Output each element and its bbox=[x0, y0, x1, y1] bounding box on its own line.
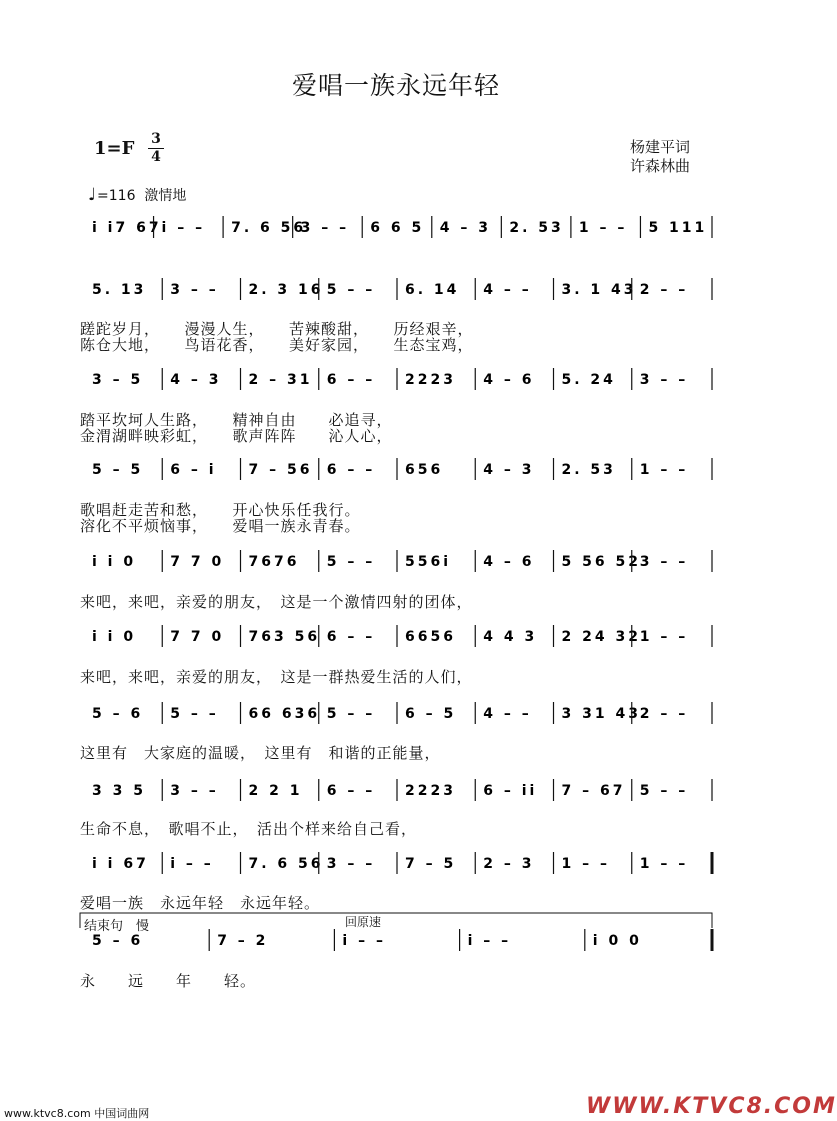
measure-notes: 5. 13 bbox=[92, 282, 147, 298]
measure-notes: 3 – – bbox=[170, 783, 219, 799]
measure-notes: 7 – 67 bbox=[561, 783, 626, 799]
measure-notes: 3 – 5 bbox=[92, 372, 144, 388]
measure-notes: 1 – – bbox=[561, 856, 610, 872]
measure-notes: 5 – 6 bbox=[92, 933, 144, 949]
measure-notes: 4 – 3 bbox=[170, 372, 222, 388]
measure-notes: i i 0 bbox=[92, 554, 137, 570]
measure-notes: 3 – – bbox=[639, 554, 689, 570]
measure-notes: 7 – 56 bbox=[248, 462, 313, 478]
measure-notes: 4 – – bbox=[483, 706, 532, 722]
measure-notes: 4 – 6 bbox=[483, 554, 535, 570]
measure-notes: 3 – – bbox=[639, 372, 689, 388]
lyric-line-6: 溶化不平烦恼事， 爱唱一族永青春。 bbox=[80, 517, 361, 535]
measure-notes: 5 56 52 bbox=[561, 554, 641, 570]
measure-notes: 3 3 5 bbox=[92, 783, 146, 799]
measure-notes: 4 – 3 bbox=[439, 220, 492, 236]
tempo-expression: 激情地 bbox=[144, 188, 187, 204]
lyric-line-2: 陈仓大地， 鸟语花香， 美好家园， 生态宝鸡， bbox=[80, 336, 474, 354]
measure-notes: 1 – – bbox=[639, 856, 689, 872]
measure-notes: 4 – 6 bbox=[483, 372, 535, 388]
measure-notes: 5 – – bbox=[170, 706, 219, 722]
measure-notes: 5 – 5 bbox=[92, 462, 144, 478]
measure-notes: 2223 bbox=[405, 372, 456, 388]
measure-notes: 2 – 3 bbox=[483, 856, 535, 872]
measure-notes: 66 636 bbox=[248, 706, 321, 722]
lyric-line-11: 爱唱一族 永远年轻 永远年轻。 bbox=[80, 894, 321, 912]
measure-notes: 2 2 1 bbox=[248, 783, 303, 799]
measure-notes: 6. 14 bbox=[405, 282, 460, 298]
measure-notes: 6 – – bbox=[326, 629, 376, 645]
measure-notes: 2. 53 bbox=[561, 462, 616, 478]
measure-notes: 2. 3 16 bbox=[248, 282, 324, 298]
measure-notes: 6 – i bbox=[170, 462, 217, 478]
time-bottom: 4 bbox=[151, 149, 161, 165]
measure-notes: 2. 53 bbox=[509, 220, 564, 236]
measure-notes: i – – bbox=[161, 220, 206, 236]
measure-notes: 7676 bbox=[248, 554, 300, 570]
measure-notes: 6656 bbox=[405, 629, 456, 645]
measure-notes: 5 – – bbox=[326, 554, 376, 570]
tempo-bpm: =116 bbox=[97, 188, 136, 204]
measure-notes: 2 – – bbox=[639, 282, 689, 298]
measure-notes: i – – bbox=[342, 933, 386, 949]
measure-notes: 1 – – bbox=[639, 629, 689, 645]
lyric-line-7: 来吧，来吧，亲爱的朋友， 这是一个激情四射的团体， bbox=[80, 593, 473, 611]
measure-notes: 6 – – bbox=[326, 372, 376, 388]
measure-notes: 4 – – bbox=[483, 282, 532, 298]
measure-notes: 6 6 5 bbox=[370, 220, 425, 236]
ending-annotation: 结束句 慢 bbox=[84, 919, 150, 934]
measure-notes: 2223 bbox=[405, 783, 456, 799]
footer-right: WWW.KTVC8.COM bbox=[586, 1094, 837, 1119]
lyric-line-1: 蹉跎岁月， 漫漫人生， 苦辣酸甜， 历经艰辛， bbox=[80, 320, 474, 338]
lyric-line-12: 永 远 年 轻。 bbox=[80, 972, 257, 990]
measure-notes: 3. 1 43 bbox=[561, 282, 637, 298]
measure-notes: 1 – – bbox=[639, 462, 689, 478]
song-title: 爱唱一族永远年轻 bbox=[291, 71, 500, 100]
measure-notes: 7 7 0 bbox=[170, 629, 225, 645]
quarter-note-icon: ♩ bbox=[88, 185, 97, 205]
measure-notes: 2 – – bbox=[639, 706, 689, 722]
measure-notes: i – – bbox=[170, 856, 214, 872]
key-signature: 1=F bbox=[94, 138, 135, 159]
measure-notes: 656 bbox=[405, 462, 444, 478]
lyric-line-9: 这里有 大家庭的温暖， 这里有 和谐的正能量， bbox=[80, 744, 441, 762]
measure-notes: i i7 67 bbox=[92, 220, 162, 236]
measure-notes: 6 – – bbox=[326, 462, 376, 478]
measure-notes: i 0 0 bbox=[592, 933, 642, 949]
lyricist: 杨建平词 bbox=[630, 138, 691, 156]
measure-notes: 7 7 0 bbox=[170, 554, 225, 570]
measure-notes: 5 – – bbox=[639, 783, 689, 799]
lyric-line-3: 踏平坎坷人生路， 精神自由 必追寻， bbox=[80, 411, 393, 429]
composer: 许森林曲 bbox=[630, 157, 691, 175]
measure-notes: 6 – 5 bbox=[405, 706, 457, 722]
measure-notes: 763 56 bbox=[248, 629, 321, 645]
lyric-line-4: 金渭湖畔映彩虹， 歌声阵阵 沁人心， bbox=[80, 427, 393, 445]
measure-notes: 3 – – bbox=[300, 220, 350, 236]
measure-notes: 5. 24 bbox=[561, 372, 616, 388]
measure-notes: 5 – – bbox=[326, 282, 376, 298]
ending-bracket bbox=[80, 913, 712, 928]
lyric-line-5: 歌唱赶走苦和愁， 开心快乐任我行。 bbox=[80, 501, 361, 519]
measure-notes: 7 – 2 bbox=[217, 933, 269, 949]
measure-notes: 7. 6 56 bbox=[248, 856, 324, 872]
measure-notes: 3 – – bbox=[326, 856, 376, 872]
return-tempo-annotation: 回原速 bbox=[345, 915, 382, 929]
measure-notes: 4 – 3 bbox=[483, 462, 535, 478]
time-top: 3 bbox=[151, 131, 161, 147]
measure-notes: 5 – – bbox=[326, 706, 376, 722]
measure-notes: 2 24 32 bbox=[561, 629, 641, 645]
measure-notes: i – – bbox=[467, 933, 512, 949]
measure-notes: i i 67 bbox=[92, 856, 149, 872]
measure-notes: i i 0 bbox=[92, 629, 137, 645]
lyric-line-10: 生命不息， 歌唱不止， 活出个样来给自己看， bbox=[80, 820, 418, 838]
measure-notes: 7. 6 56 bbox=[231, 220, 307, 236]
measure-notes: 3 – – bbox=[170, 282, 219, 298]
measure-notes: 1 – – bbox=[578, 220, 628, 236]
measure-notes: 5 111 bbox=[648, 220, 708, 236]
measure-notes: 4 4 3 bbox=[483, 629, 538, 645]
measure-notes: 5 – 6 bbox=[92, 706, 144, 722]
measure-notes: 6 – – bbox=[326, 783, 376, 799]
measure-notes: 6 – ii bbox=[483, 783, 538, 799]
measure-notes: 2 – 31 bbox=[248, 372, 313, 388]
footer-left: www.ktvc8.com 中国词曲网 bbox=[4, 1107, 150, 1120]
measure-notes: 3 31 43 bbox=[561, 706, 641, 722]
measure-notes: 556i bbox=[405, 554, 452, 570]
measure-notes: 7 – 5 bbox=[405, 856, 457, 872]
lyric-line-8: 来吧，来吧，亲爱的朋友， 这是一群热爱生活的人们， bbox=[80, 668, 473, 686]
